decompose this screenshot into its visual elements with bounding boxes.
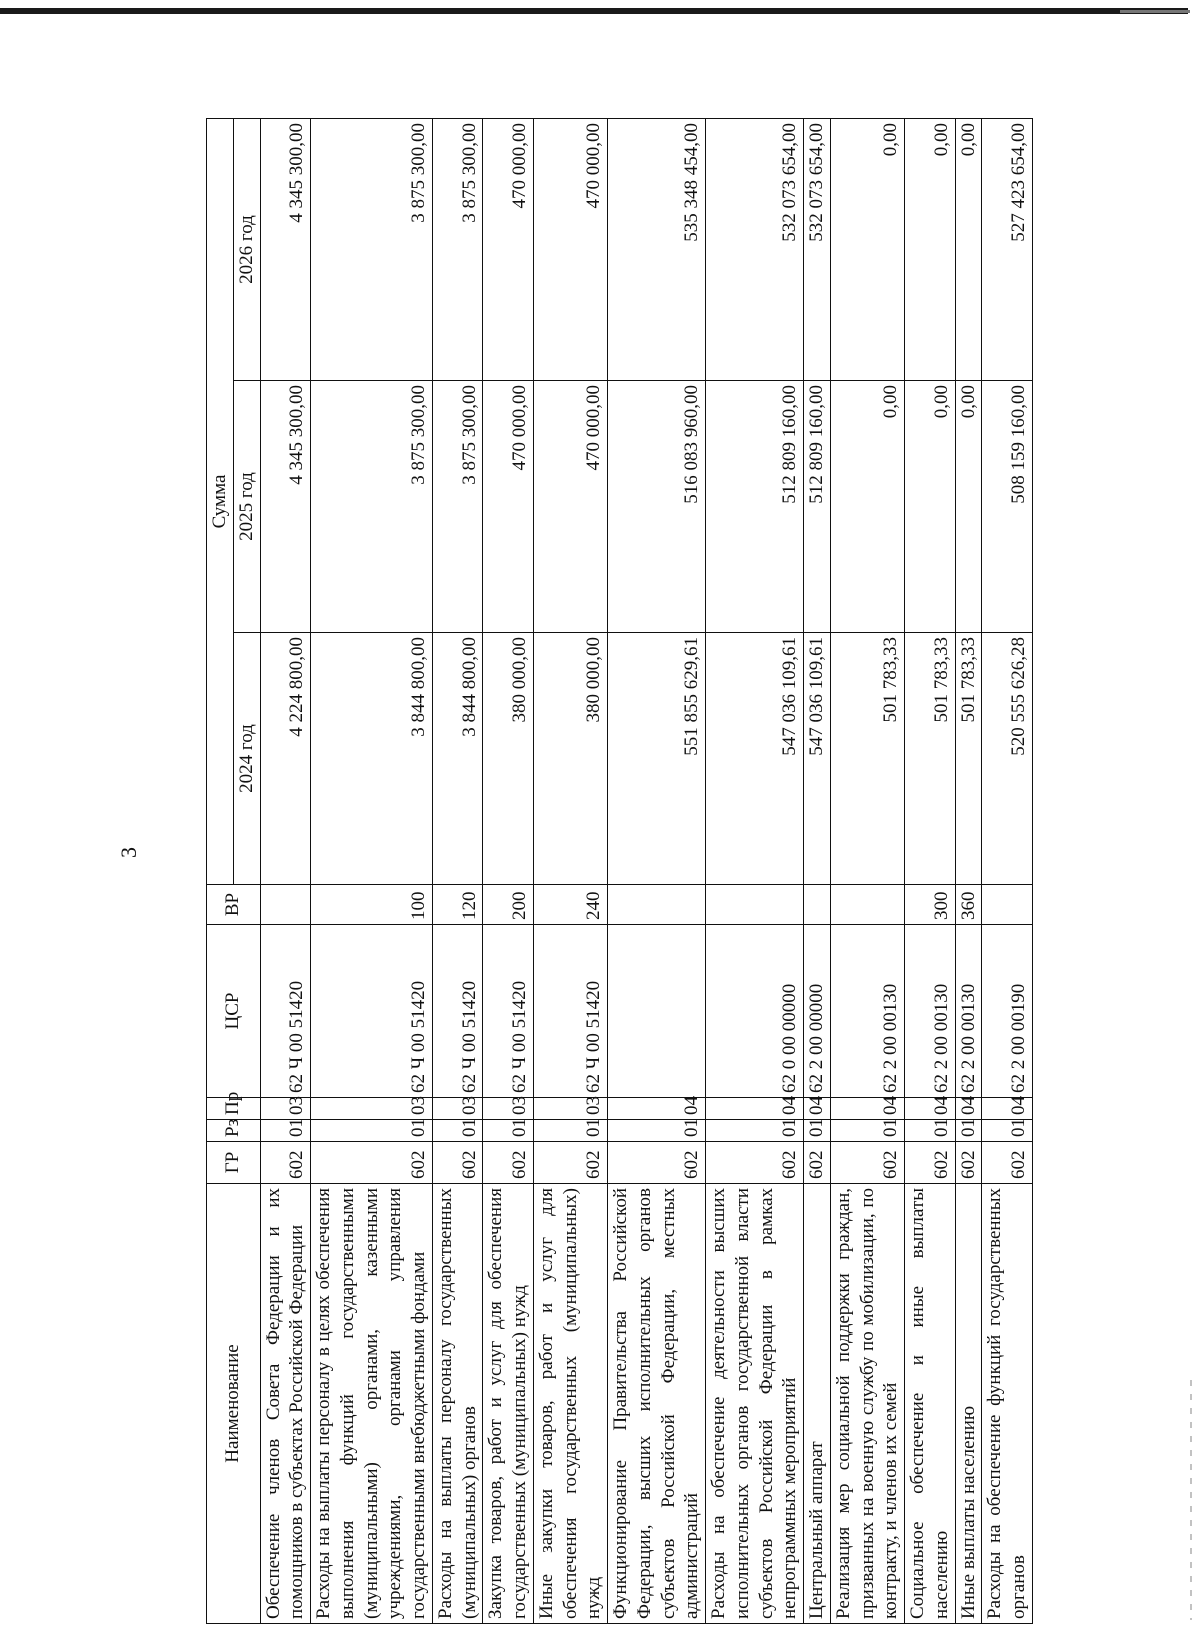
row-pr: 03 — [432, 1098, 483, 1120]
row-gr: 602 — [830, 1142, 904, 1184]
row-sum-2024: 380 000,00 — [483, 633, 534, 885]
row-pr: 04 — [706, 1098, 804, 1120]
table-row — [804, 119, 831, 1624]
budget-table — [206, 118, 1033, 1624]
row-sum-2024: 547 036 109,61 — [706, 633, 804, 885]
row-vr: 300 — [905, 885, 956, 925]
row-vr: 360 — [955, 885, 982, 925]
row-sum-2025: 0,00 — [905, 381, 956, 633]
row-name: Обеспечение членов Совета Федерации и их помощников в субъектах Российской Федерации — [260, 1184, 311, 1624]
row-csr — [608, 925, 706, 1098]
row-name: Функционирование Правительства Российской Федерации, высших исполнительных органов субъектов Российской Федерации, местных администраций — [608, 1184, 706, 1624]
row-pr: 04 — [804, 1098, 831, 1120]
row-sum-2026: 4 345 300,00 — [260, 119, 311, 381]
row-sum-2025: 3 875 300,00 — [432, 381, 483, 633]
row-sum-2026: 3 875 300,00 — [432, 119, 483, 381]
row-rz: 01 — [830, 1120, 904, 1142]
row-csr: 62 Ч 00 51420 — [432, 925, 483, 1098]
row-gr: 602 — [608, 1142, 706, 1184]
header-2026: 2026 год — [233, 119, 260, 381]
row-vr — [982, 885, 1033, 925]
row-sum-2026: 535 348 454,00 — [608, 119, 706, 381]
row-vr: 120 — [432, 885, 483, 925]
row-sum-2026: 0,00 — [905, 119, 956, 381]
row-sum-2024: 501 783,33 — [955, 633, 982, 885]
row-csr: 62 Ч 00 51420 — [260, 925, 311, 1098]
row-csr: 62 2 00 00130 — [955, 925, 982, 1098]
row-sum-2025: 3 875 300,00 — [311, 381, 433, 633]
row-sum-2024: 380 000,00 — [533, 633, 607, 885]
row-rz: 01 — [955, 1120, 982, 1142]
row-csr: 62 2 00 00000 — [804, 925, 831, 1098]
row-csr: 62 2 00 00130 — [905, 925, 956, 1098]
row-rz: 01 — [483, 1120, 534, 1142]
table-row — [483, 119, 534, 1624]
row-sum-2025: 470 000,00 — [483, 381, 534, 633]
row-sum-2024: 501 783,33 — [830, 633, 904, 885]
row-sum-2026: 532 073 654,00 — [804, 119, 831, 381]
table-row — [905, 119, 956, 1624]
row-rz: 01 — [804, 1120, 831, 1142]
header-vr: ВР — [207, 885, 261, 925]
header-rz: Рз — [207, 1120, 261, 1142]
row-sum-2024: 3 844 800,00 — [432, 633, 483, 885]
row-vr — [608, 885, 706, 925]
row-rz: 01 — [608, 1120, 706, 1142]
row-gr: 602 — [432, 1142, 483, 1184]
row-pr: 03 — [533, 1098, 607, 1120]
row-gr: 602 — [311, 1142, 433, 1184]
table-row — [311, 119, 433, 1624]
row-sum-2025: 512 809 160,00 — [804, 381, 831, 633]
table-row — [432, 119, 483, 1624]
row-vr — [804, 885, 831, 925]
row-pr: 04 — [905, 1098, 956, 1120]
row-rz: 01 — [533, 1120, 607, 1142]
table-row — [955, 119, 982, 1624]
header-gr: ГР — [207, 1142, 261, 1184]
row-csr: 62 2 00 00130 — [830, 925, 904, 1098]
row-gr: 602 — [533, 1142, 607, 1184]
row-gr: 602 — [260, 1142, 311, 1184]
row-sum-2025: 508 159 160,00 — [982, 381, 1033, 633]
row-csr: 62 0 00 00000 — [706, 925, 804, 1098]
header-pr: Пр — [207, 1098, 261, 1120]
header-name: Наименование — [207, 1184, 261, 1624]
row-csr: 62 Ч 00 51420 — [483, 925, 534, 1098]
row-name: Социальное обеспечение и иные выплаты населению — [905, 1184, 956, 1624]
row-sum-2026: 470 000,00 — [533, 119, 607, 381]
row-name: Расходы на обеспечение деятельности высших исполнительных органов государственной власти субъектов Российской Федерации в рамках непрограммных мероприятий — [706, 1184, 804, 1624]
row-sum-2024: 520 555 626,28 — [982, 633, 1033, 885]
table-row — [608, 119, 706, 1624]
row-sum-2024: 547 036 109,61 — [804, 633, 831, 885]
row-sum-2025: 516 083 960,00 — [608, 381, 706, 633]
row-name: Расходы на выплаты персоналу в целях обеспечения выполнения функций государственными (муниципальными) органами, казенными учреждениями, органами управления государственными внебюджетными фондами — [311, 1184, 433, 1624]
row-rz: 01 — [905, 1120, 956, 1142]
row-pr: 03 — [483, 1098, 534, 1120]
row-pr: 04 — [830, 1098, 904, 1120]
row-sum-2026: 0,00 — [955, 119, 982, 381]
row-sum-2025: 0,00 — [955, 381, 982, 633]
row-gr: 602 — [483, 1142, 534, 1184]
row-sum-2026: 527 423 654,00 — [982, 119, 1033, 381]
row-name: Иные выплаты населению — [955, 1184, 982, 1624]
row-vr: 100 — [311, 885, 433, 925]
row-gr: 602 — [804, 1142, 831, 1184]
row-pr: 03 — [260, 1098, 311, 1120]
row-gr: 602 — [905, 1142, 956, 1184]
row-csr: 62 2 00 00190 — [982, 925, 1033, 1098]
row-pr: 03 — [311, 1098, 433, 1120]
row-vr: 200 — [483, 885, 534, 925]
row-rz: 01 — [311, 1120, 433, 1142]
row-name: Реализация мер социальной поддержки граждан, призванных на военную службу по мобилизации, по контракту, и членов их семей — [830, 1184, 904, 1624]
row-pr: 04 — [608, 1098, 706, 1120]
row-sum-2024: 551 855 629,61 — [608, 633, 706, 885]
row-pr: 04 — [955, 1098, 982, 1120]
row-name: Расходы на выплаты персоналу государственных (муниципальных) органов — [432, 1184, 483, 1624]
row-gr: 602 — [982, 1142, 1033, 1184]
row-sum-2024: 3 844 800,00 — [311, 633, 433, 885]
row-sum-2026: 470 000,00 — [483, 119, 534, 381]
table-row — [830, 119, 904, 1624]
header-sum: Сумма — [207, 119, 234, 885]
scan-edge-artifact — [1190, 1380, 1192, 1620]
table-row — [982, 119, 1033, 1624]
row-name: Центральный аппарат — [804, 1184, 831, 1624]
row-sum-2025: 0,00 — [830, 381, 904, 633]
row-sum-2024: 501 783,33 — [905, 633, 956, 885]
row-rz: 01 — [982, 1120, 1033, 1142]
page-number: 3 — [116, 847, 141, 858]
header-2024: 2024 год — [233, 633, 260, 885]
row-rz: 01 — [432, 1120, 483, 1142]
header-2025: 2025 год — [233, 381, 260, 633]
row-vr — [706, 885, 804, 925]
row-rz: 01 — [706, 1120, 804, 1142]
row-pr: 04 — [982, 1098, 1033, 1120]
row-name: Закупка товаров, работ и услуг для обеспечения государственных (муниципальных) нужд — [483, 1184, 534, 1624]
row-vr: 240 — [533, 885, 607, 925]
row-sum-2025: 470 000,00 — [533, 381, 607, 633]
row-rz: 01 — [260, 1120, 311, 1142]
row-sum-2026: 3 875 300,00 — [311, 119, 433, 381]
row-csr: 62 Ч 00 51420 — [533, 925, 607, 1098]
scan-top-border-fade — [1120, 10, 1190, 13]
rotated-page-content — [206, 119, 1029, 1624]
row-sum-2025: 4 345 300,00 — [260, 381, 311, 633]
row-sum-2026: 532 073 654,00 — [706, 119, 804, 381]
row-vr — [830, 885, 904, 925]
scan-top-border — [0, 8, 1188, 14]
row-sum-2026: 0,00 — [830, 119, 904, 381]
row-sum-2025: 512 809 160,00 — [706, 381, 804, 633]
table-row — [533, 119, 607, 1624]
row-sum-2024: 4 224 800,00 — [260, 633, 311, 885]
table-row — [260, 119, 311, 1624]
row-name: Иные закупки товаров, работ и услуг для обеспечения государственных (муниципальных) нужд — [533, 1184, 607, 1624]
row-gr: 602 — [955, 1142, 982, 1184]
row-vr — [260, 885, 311, 925]
row-name: Расходы на обеспечение функций государственных органов — [982, 1184, 1033, 1624]
header-csr: ЦСР — [207, 925, 261, 1098]
table-row — [706, 119, 804, 1624]
row-gr: 602 — [706, 1142, 804, 1184]
row-csr: 62 Ч 00 51420 — [311, 925, 433, 1098]
